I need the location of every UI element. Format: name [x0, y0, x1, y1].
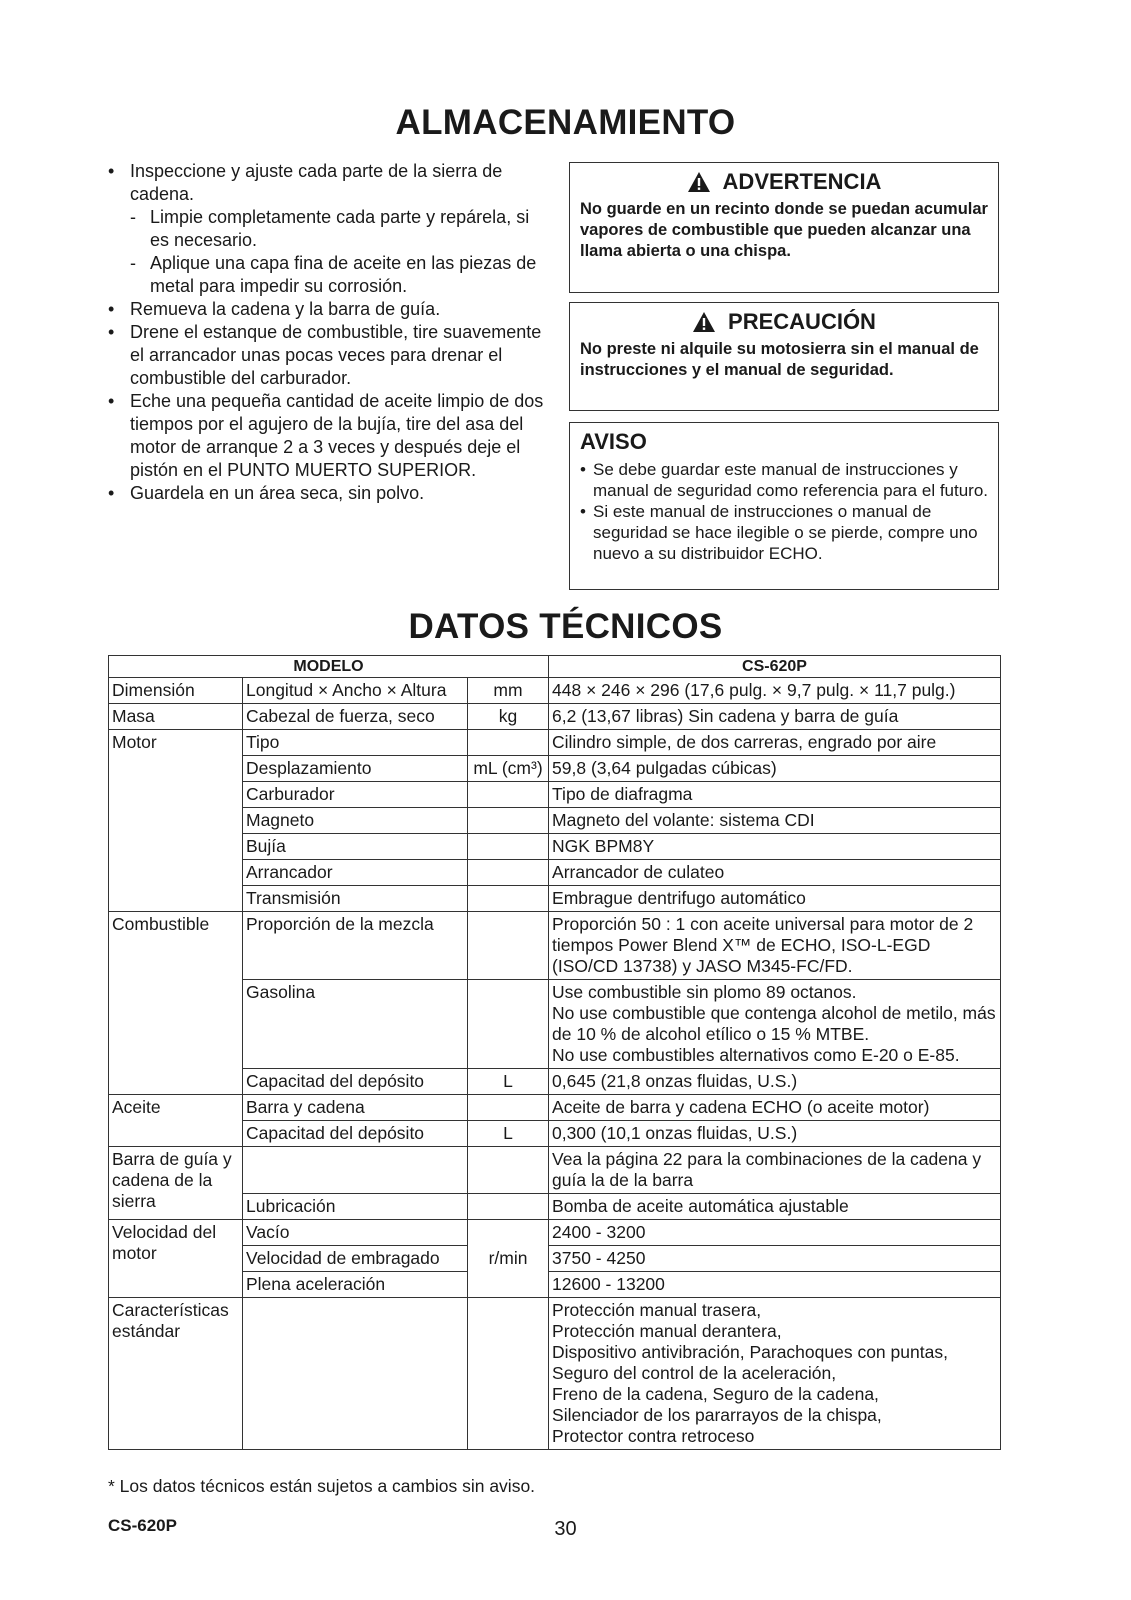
spec-unit: r/min [468, 1220, 549, 1298]
spec-row [109, 1095, 1001, 1121]
spec-category: Masa [109, 704, 243, 730]
caution-triangle-icon [692, 311, 716, 333]
spec-unit [468, 860, 549, 886]
footer-model: CS-620P [108, 1516, 177, 1535]
spec-unit [468, 1194, 549, 1220]
spec-item [243, 1147, 468, 1194]
spec-value: 448 × 246 × 296 (17,6 pulg. × 9,7 pulg. × 11,7 pulg.) [549, 678, 1001, 704]
spec-category: Dimensión [109, 678, 243, 704]
spec-value: Proporción 50 : 1 con aceite universal para motor de 2 tiempos Power Blend X™ de ECHO, ISO-L-EGD (ISO/CD 13738) y JASO M345-FC/FD. [549, 912, 1001, 980]
spec-value: Tipo de diafragma [549, 782, 1001, 808]
spec-unit [468, 886, 549, 912]
spec-row [109, 756, 1001, 782]
spec-item: Cabezal de fuerza, seco [243, 704, 468, 730]
spec-unit [468, 1147, 549, 1194]
spec-item: Arrancador [243, 860, 468, 886]
spec-unit [468, 834, 549, 860]
header-model: MODELO [109, 656, 549, 678]
notice-body [570, 459, 998, 570]
spec-item: Bujía [243, 834, 468, 860]
spec-table [108, 655, 1001, 1450]
spec-value: Aceite de barra y cadena ECHO (o aceite motor) [549, 1095, 1001, 1121]
page-number: 30 [554, 1518, 577, 1540]
storage-item: • Drene el estanque de combustible, tire suavemente el arrancador unas pocas veces para drenar el combustible del carburador. [108, 321, 548, 390]
spec-item: Plena aceleración [243, 1272, 468, 1298]
storage-item: • Remueva la cadena y la barra de guía. [108, 298, 548, 321]
spec-value: Arrancador de culateo [549, 860, 1001, 886]
spec-unit: mm [468, 678, 549, 704]
spec-unit [468, 1298, 549, 1450]
spec-value: 3750 - 4250 [549, 1246, 1001, 1272]
storage-title: ALMACENAMIENTO [395, 103, 736, 142]
caution-box [569, 302, 999, 411]
notice-item: • Se debe guardar este manual de instrucciones y manual de seguridad como referencia para el futuro. [580, 459, 988, 501]
spec-value: Embrague dentrifugo automático [549, 886, 1001, 912]
spec-category: Barra de guía y cadena de la sierra [109, 1147, 243, 1220]
header-value: CS-620P [549, 656, 1001, 678]
warning-box [569, 162, 999, 293]
spec-value: 2400 - 3200 [549, 1220, 1001, 1246]
warning-header [570, 165, 998, 199]
spec-row [109, 912, 1001, 980]
spec-value: Bomba de aceite automática ajustable [549, 1194, 1001, 1220]
storage-subitem: - Limpie completamente cada parte y repárela, si es necesario. [128, 206, 548, 252]
spec-row [109, 860, 1001, 886]
spec-value: NGK BPM8Y [549, 834, 1001, 860]
spec-item [243, 1298, 468, 1450]
spec-item: Longitud × Ancho × Altura [243, 678, 468, 704]
storage-item: • Eche una pequeña cantidad de aceite limpio de dos tiempos por el agujero de la bujía, tire del asa del motor de arranque 2 a 3 veces y después deje el pistón en el PUNTO MUERTO SUPERIOR. [108, 390, 548, 482]
spec-row [109, 1272, 1001, 1298]
spec-value: Protección manual trasera, Protección manual derantera, Dispositivo antivibración, Parachoques con puntas, Seguro del control de la aceleración, Freno de la cadena, Seguro de la cadena, Silenciador de los pararrayos de la chispa, Protector contra retroceso [549, 1298, 1001, 1450]
spec-unit [468, 912, 549, 980]
spec-item: Barra y cadena [243, 1095, 468, 1121]
spec-unit: mL (cm³) [468, 756, 549, 782]
caution-text: No preste ni alquile su motosierra sin el manual de instrucciones y el manual de seguridad. [580, 340, 979, 379]
spec-item: Gasolina [243, 980, 468, 1069]
spec-unit [468, 808, 549, 834]
spec-unit [468, 980, 549, 1069]
spec-category: Características estándar [109, 1298, 243, 1450]
spec-row [109, 1121, 1001, 1147]
spec-category: Combustible [109, 912, 243, 1095]
spec-value: 59,8 (3,64 pulgadas cúbicas) [549, 756, 1001, 782]
spec-row [109, 980, 1001, 1069]
notice-title: AVISO [580, 429, 647, 454]
spec-unit [468, 782, 549, 808]
spec-item: Capacitad del depósito [243, 1069, 468, 1095]
spec-row [109, 730, 1001, 756]
spec-row [109, 1220, 1001, 1246]
spec-item: Capacitad del depósito [243, 1121, 468, 1147]
storage-list [108, 160, 548, 505]
spec-value: 0,300 (10,1 onzas fluidas, U.S.) [549, 1121, 1001, 1147]
footnote: * Los datos técnicos están sujetos a cambios sin aviso. [108, 1476, 536, 1496]
storage-item: • Guardela en un área seca, sin polvo. [108, 482, 548, 505]
spec-row [109, 1246, 1001, 1272]
spec-row [109, 782, 1001, 808]
warning-title: ADVERTENCIA [722, 169, 882, 194]
spec-value: Magneto del volante: sistema CDI [549, 808, 1001, 834]
spec-item: Vacío [243, 1220, 468, 1246]
spec-row [109, 1147, 1001, 1194]
caution-title: PRECAUCIÓN [728, 309, 876, 334]
spec-value: 12600 - 13200 [549, 1272, 1001, 1298]
spec-value: Use combustible sin plomo 89 octanos. No use combustible que contenga alcohol de metilo, más de 10 % de alcohol etílico o 15 % MTBE. No use combustibles alternativos como E-20 o E-85. [549, 980, 1001, 1069]
spec-category: Velocidad del motor [109, 1220, 243, 1298]
spec-item: Tipo [243, 730, 468, 756]
spec-item: Magneto [243, 808, 468, 834]
spec-unit [468, 1095, 549, 1121]
spec-item: Lubricación [243, 1194, 468, 1220]
spec-item: Velocidad de embragado [243, 1246, 468, 1272]
specs-title: DATOS TÉCNICOS [408, 607, 723, 646]
spec-item: Desplazamiento [243, 756, 468, 782]
spec-row [109, 834, 1001, 860]
warning-triangle-icon [687, 171, 711, 193]
spec-value: 6,2 (13,67 libras) Sin cadena y barra de guía [549, 704, 1001, 730]
spec-value: Vea la página 22 para la combinaciones de la cadena y guía la de la barra [549, 1147, 1001, 1194]
caution-header [570, 305, 998, 339]
spec-unit: kg [468, 704, 549, 730]
spec-row [109, 1069, 1001, 1095]
spec-row [109, 704, 1001, 730]
spec-row [109, 678, 1001, 704]
spec-category: Aceite [109, 1095, 243, 1147]
storage-item: • Inspeccione y ajuste cada parte de la sierra de cadena. [108, 160, 548, 206]
spec-unit: L [468, 1121, 549, 1147]
spec-row [109, 1298, 1001, 1450]
spec-item: Transmisión [243, 886, 468, 912]
spec-item: Proporción de la mezcla [243, 912, 468, 980]
spec-row [109, 886, 1001, 912]
warning-text: No guarde en un recinto donde se puedan acumular vapores de combustible que pueden alcanzar una llama abierta o una chispa. [580, 200, 988, 260]
spec-body [109, 678, 1001, 1450]
storage-subitem: - Aplique una capa fina de aceite en las piezas de metal para impedir su corrosión. [128, 252, 548, 298]
spec-unit: L [468, 1069, 549, 1095]
notice-box [569, 422, 999, 590]
notice-item: • Si este manual de instrucciones o manual de seguridad se hace ilegible o se pierde, compre uno nuevo a su distribuidor ECHO. [580, 501, 988, 564]
spec-category: Motor [109, 730, 243, 912]
spec-value: Cilindro simple, de dos carreras, engrado por aire [549, 730, 1001, 756]
spec-row [109, 1194, 1001, 1220]
spec-value: 0,645 (21,8 onzas fluidas, U.S.) [549, 1069, 1001, 1095]
spec-row [109, 808, 1001, 834]
spec-unit [468, 730, 549, 756]
spec-item: Carburador [243, 782, 468, 808]
